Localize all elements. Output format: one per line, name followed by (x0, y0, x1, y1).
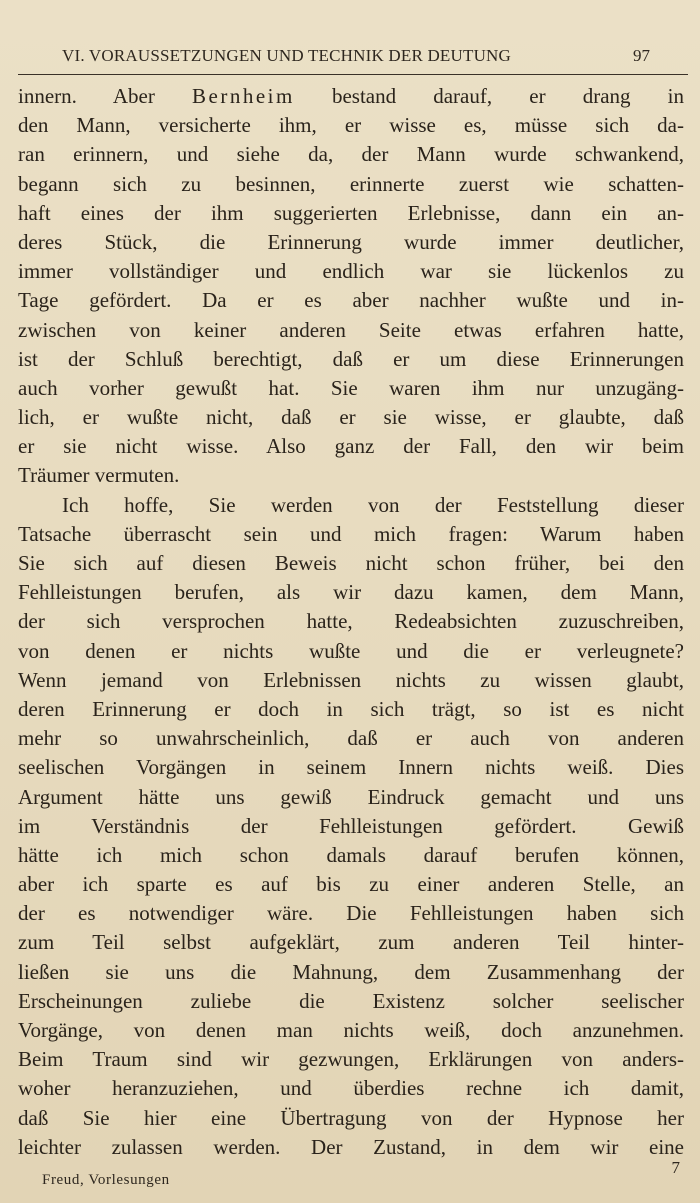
text-line: Argument hätte uns gewiß Eindruck gemacht und uns (18, 784, 684, 809)
text-line: lich, er wußte nicht, daß er sie wisse, er glaubte, daß (18, 405, 684, 430)
text-line: Vorgänge, von denen man nichts weiß, doch anzunehmen. (18, 1018, 684, 1042)
text-line: ran erinnern, und siehe da, der Mann wurde schwankend, (18, 142, 684, 167)
text-line: im Verständnis der Fehlleistungen gefördert. Gewiß (18, 813, 684, 838)
text-line: Beim Traum sind wir gezwungen, Erklärungen von anders- (18, 1047, 684, 1072)
text-line: woher heranzuziehen, und überdies rechne ich damit, (18, 1076, 684, 1101)
sheet-number: 7 (671, 1158, 680, 1177)
text-line: den Mann, versicherte ihm, er wisse es, müsse sich da- (18, 113, 684, 138)
text-line: Sie sich auf diesen Beweis nicht schon früher, bei den (18, 551, 684, 575)
footer-signature: Freud, Vorlesungen (42, 1172, 170, 1188)
text-line: Ich hoffe, Sie werden von der Feststellung dieser (62, 492, 684, 517)
text-line: auch vorher gewußt hat. Sie waren ihm nur unzugäng- (18, 375, 684, 400)
text-line (18, 82, 684, 111)
text-line: deren Erinnerung er doch in sich trägt, so ist es nicht (18, 696, 684, 721)
page-number: 97 (633, 46, 650, 65)
text-line: Träumer vermuten. (18, 463, 180, 488)
text-line: Tage gefördert. Da er es aber nachher wußte und in- (18, 288, 684, 313)
text-line: zum Teil selbst aufgeklärt, zum anderen Teil hinter- (18, 930, 684, 955)
text-line: der es notwendiger wäre. Die Fehlleistungen haben sich (18, 901, 684, 926)
text-fragment: bestand darauf, er drang in (294, 84, 684, 108)
text-line: daß Sie hier eine Übertragung von der Hypnose her (18, 1105, 684, 1130)
text-line: hätte ich mich schon damals darauf berufen können, (18, 842, 684, 867)
text-line: begann sich zu besinnen, erinnerte zuerst wie schatten- (18, 171, 684, 196)
text-line: ist der Schluß berechtigt, daß er um diese Erinnerungen (18, 346, 684, 371)
text-line: von denen er nichts wußte und die er verleugnete? (18, 638, 684, 663)
text-line: deres Stück, die Erinnerung wurde immer deutlicher, (18, 229, 684, 254)
text-fragment: innern. Aber (18, 84, 192, 108)
text-line: zwischen von keiner anderen Seite etwas erfahren hatte, (18, 317, 684, 342)
body-text (18, 82, 684, 1162)
text-line: Erscheinungen zuliebe die Existenz solcher seelischer (18, 988, 684, 1013)
text-line: haft eines der ihm suggerierten Erlebnisse, dann ein an- (18, 200, 684, 225)
running-header (18, 44, 688, 75)
text-line: seelischen Vorgängen in seinem Innern nichts weiß. Dies (18, 755, 684, 780)
text-line: Wenn jemand von Erlebnissen nichts zu wissen glaubt, (18, 667, 684, 692)
text-line: Tatsache überrascht sein und mich fragen: Warum haben (18, 521, 684, 546)
text-line: ließen sie uns die Mahnung, dem Zusammenhang der (18, 959, 684, 984)
text-line: er sie nicht wisse. Also ganz der Fall, den wir beim (18, 434, 684, 459)
spaced-name: Bernheim (192, 84, 295, 108)
text-line: der sich versprochen hatte, Redeabsichten zuzuschreiben, (18, 609, 684, 634)
text-line: aber ich sparte es auf bis zu einer anderen Stelle, an (18, 872, 684, 897)
text-line: leichter zulassen werden. Der Zustand, in dem wir eine (18, 1134, 684, 1159)
text-line: mehr so unwahrscheinlich, daß er auch von anderen (18, 726, 684, 751)
text-line: immer vollständiger und endlich war sie lückenlos zu (18, 259, 684, 284)
text-line: Fehlleistungen berufen, als wir dazu kamen, dem Mann, (18, 580, 684, 605)
running-header-title: VI. VORAUSSETZUNGEN UND TECHNIK DER DEUTUNG (62, 46, 512, 65)
